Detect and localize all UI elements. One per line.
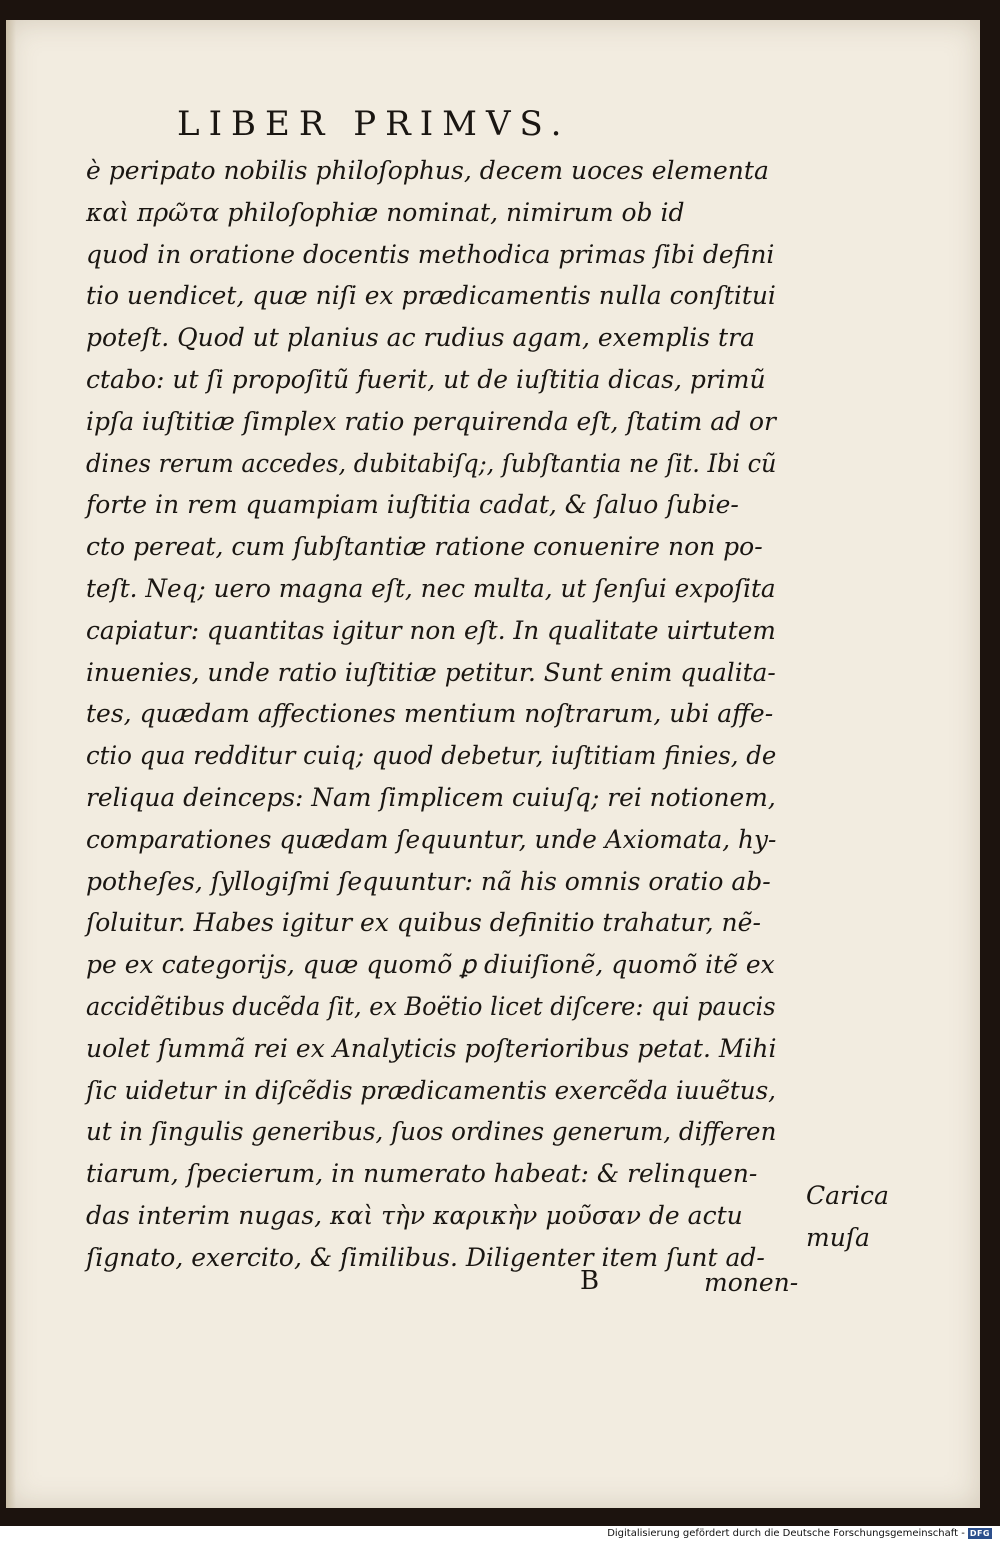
text-line: comparationes quædam ſequuntur, unde Axiomata, hy-: [86, 824, 777, 854]
text-line: ut in ſingulis generibus, ſuos ordines generum, differen: [86, 1117, 777, 1147]
text-line: ctio qua redditur cuiq; quod debetur, iuſtitiam finies, de: [86, 741, 777, 771]
text-line: dines rerum accedes, dubitabiſq;, ſubſtantia ne ſit. Ibi cũ: [86, 448, 777, 478]
text-line: uolet ſummã rei ex Analyticis poſterioribus petat. Mihi: [86, 1033, 777, 1063]
text-line: è peripato nobilis philoſophus, decem uoces elementa: [86, 156, 769, 185]
text-line: poteſt. Quod ut planius ac rudius agam, exemplis tra: [86, 323, 755, 353]
catchword: monen-: [704, 1268, 799, 1297]
running-head: LIBER PRIMVS.: [177, 104, 571, 144]
digitization-credit: [607, 1528, 992, 1539]
text-line: reliqua deinceps: Nam ſimplicem cuiuſq; rei notionem,: [86, 782, 776, 812]
text-line: cto pereat, cum ſubſtantiæ ratione conuenire non po-: [86, 532, 763, 562]
text-line: tiarum, ſpecierum, in numerato habeat: & relinquen-: [86, 1159, 758, 1189]
text-line: inuenies, unde ratio iuſtitiæ petitur. Sunt enim qualita-: [86, 657, 776, 687]
text-line: capiatur: quantitas igitur non eſt. In qualitate uirtutem: [86, 615, 776, 645]
signature-mark: B: [580, 1266, 600, 1296]
text-line: accidẽtibus ducẽda ſit, ex Boëtio licet diſcere: qui paucis: [86, 991, 776, 1021]
body-text: [86, 150, 776, 1279]
text-line: ipſa iuſtitiæ ſimplex ratio perquirenda eſt, ſtatim ad or: [86, 406, 776, 436]
text-line: tes, quædam affectiones mentium noſtrarum, ubi affe-: [86, 699, 774, 729]
text-line: teſt. Neq; uero magna eſt, nec multa, ut ſenſui expoſita: [86, 573, 776, 603]
text-line: καὶ πρῶτα philoſophiæ nominat, nimirum ob id: [86, 197, 685, 227]
text-line: das interim nugas, καὶ τὴν καρικὴν μοῦσαν de actu: [86, 1200, 743, 1230]
text-line: forte in rem quampiam iuſtitia cadat, & ſaluo ſubie-: [86, 490, 739, 520]
credit-text: Digitalisierung gefördert durch die Deutsche Forschungsgemeinschaft -: [607, 1528, 965, 1539]
text-line: ſoluitur. Habes igitur ex quibus definitio trahatur, nẽ-: [86, 908, 761, 938]
text-line: tio uendicet, quæ niſi ex prædicamentis nulla conſtitui: [86, 281, 776, 311]
dfg-logo: DFG: [969, 1529, 990, 1538]
text-line: quod in oratione docentis methodica primas ſibi defini: [86, 239, 775, 269]
margin-note-line-2: muſa: [806, 1223, 870, 1252]
text-line: ſignato, exercito, & ſimilibus. Diligenter item ſunt ad-: [86, 1242, 765, 1272]
text-line: pe ex categorijs, quæ quomõ ꝑ diuiſionẽ, quomõ itẽ ex: [86, 950, 775, 980]
page-gutter-shadow: [6, 20, 16, 1508]
text-line: ctabo: ut ſi propoſitũ fuerit, ut de iuſtitia dicas, primũ: [86, 364, 766, 394]
margin-note-line-1: Carica: [806, 1181, 889, 1210]
text-line: potheſes, ſyllogiſmi ſequuntur: nã his omnis oratio ab-: [86, 866, 771, 896]
text-line: ſic uidetur in diſcẽdis prædicamentis exercẽda iuuẽtus,: [86, 1075, 776, 1105]
